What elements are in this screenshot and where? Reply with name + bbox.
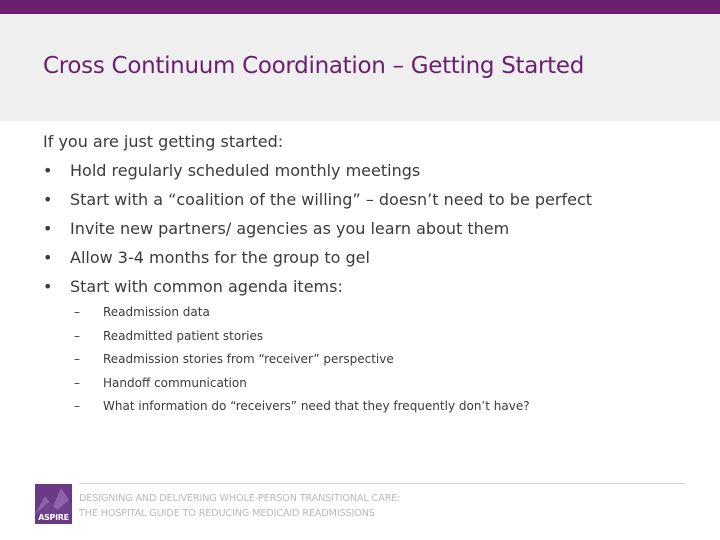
bullet-item	[43, 214, 703, 243]
sub-bullet-marker: –	[74, 375, 80, 390]
bullet-text: Allow 3-4 months for the group to gel	[70, 248, 370, 267]
sub-bullet-item	[74, 325, 703, 349]
bullet-item	[43, 272, 703, 301]
slide-title: Cross Continuum Coordination – Getting Started	[43, 53, 585, 79]
footer-line-2: THE HOSPITAL GUIDE TO REDUCING MEDICAID READMISSIONS	[79, 508, 375, 519]
footer-text	[79, 491, 400, 521]
sub-bullet-text: What information do “receivers” need that they frequently don’t have?	[103, 399, 530, 413]
bullet-text: Invite new partners/ agencies as you learn about them	[70, 219, 510, 238]
bullet-text: Hold regularly scheduled monthly meetings	[70, 161, 421, 180]
sub-bullet-list	[43, 301, 703, 419]
bullet-item	[43, 243, 703, 272]
bullet-list	[43, 156, 703, 301]
sub-bullet-text: Readmission stories from “receiver” perspective	[103, 352, 394, 366]
bullet-text: Start with a “coalition of the willing” – doesn’t need to be perfect	[70, 190, 593, 209]
bullet-item	[43, 156, 703, 185]
sub-bullet-marker: –	[74, 399, 80, 413]
sub-bullet-item	[74, 301, 703, 325]
bullet-item	[43, 185, 703, 214]
bullet-marker: •	[43, 219, 53, 238]
sub-bullet-marker: –	[74, 305, 80, 319]
bullet-marker: •	[43, 161, 53, 180]
top-accent-bar	[0, 0, 720, 14]
sub-bullet-item	[74, 395, 703, 419]
logo-text: ASPIRE	[38, 513, 69, 522]
sub-bullet-item	[74, 372, 703, 396]
bullet-marker: •	[43, 190, 53, 209]
intro-text: If you are just getting started:	[43, 132, 284, 151]
footer-divider	[79, 483, 685, 484]
bullet-marker: •	[43, 248, 53, 267]
sub-bullet-text: Readmission data	[103, 305, 210, 319]
sub-bullet-text: Handoff communication	[103, 375, 247, 390]
sub-bullet-marker: –	[74, 352, 80, 366]
sub-bullet-item	[74, 348, 703, 372]
sub-bullet-marker: –	[74, 328, 80, 343]
sub-bullet-text: Readmitted patient stories	[103, 328, 264, 343]
bullet-text: Start with common agenda items:	[70, 277, 343, 296]
bullet-marker: •	[43, 277, 53, 296]
footer-line-1: DESIGNING AND DELIVERING WHOLE-PERSON TRANSITIONAL CARE:	[79, 493, 401, 504]
aspire-logo	[35, 484, 72, 524]
slide-content	[43, 127, 703, 419]
